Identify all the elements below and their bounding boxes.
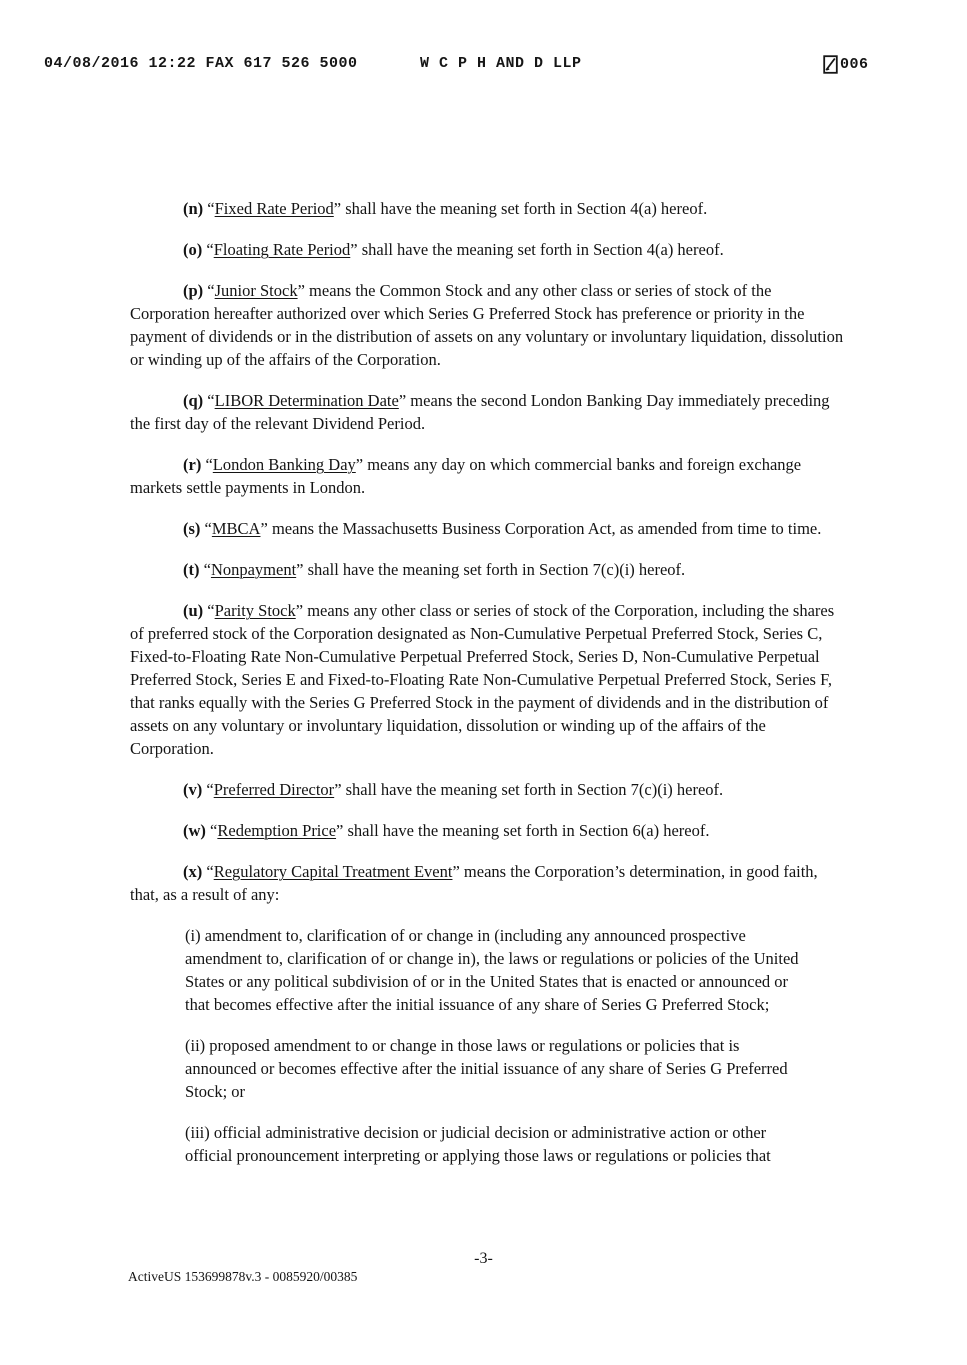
definition-text: means the second London Banking Day immediately preceding the first day of the relevant Dividend Period. <box>130 391 830 433</box>
defined-term: London Banking Day <box>212 455 356 474</box>
subitem-text: (i) amendment to, clarification of or change in (including any announced prospective amendment to, clarification of or change in), the laws or regulations or policies of the United States or any political subdivision of or in the United States that is enacted or announced or that becomes effective after the initial issuance of any share of Series G Preferred Stock; <box>185 926 799 1014</box>
subitem-paragraph-i <box>185 924 806 1016</box>
close-quote: ” <box>350 240 358 259</box>
fax-header <box>0 55 967 79</box>
open-quote: “ <box>205 455 213 474</box>
definition-paragraph-t <box>130 558 846 581</box>
page-number-footer: -3- <box>474 1250 493 1267</box>
definition-text: shall have the meaning set forth in Section 4(a) hereof. <box>341 199 708 218</box>
close-quote: ” <box>355 455 364 474</box>
definition-label: (p) <box>183 281 204 300</box>
definition-text: means any day on which commercial banks and foreign exchange markets settle payments in London. <box>130 455 802 497</box>
open-quote: “ <box>206 780 214 799</box>
definition-text: means any other class or series of stock of the Corporation, including the shares of preferred stock of the Corporation designated as Non-Cumulative Perpetual Preferred Stock, Series C, Fixed-to-Floating Rate Non-Cumulative Perpetual Preferred Stock, Series D, Non-Cumulative Perpetual Preferred Stock, Series E and Fixed-to-Floating Rate Non-Cumulative Perpetual Preferred Stock, Series F, that ranks equally with the Series G Preferred Stock in the payment of dividends and in the distribution of assets on any voluntary or involuntary liquidation, dissolution or winding up of the affairs of the Corporation. <box>130 601 835 758</box>
definition-text: shall have the meaning set forth in Section 7(c)(i) hereof. <box>303 560 686 579</box>
subitem-text: (iii) official administrative decision or judicial decision or administrative action or other official pronouncement interpreting or applying those laws or regulations or policies that <box>185 1123 771 1165</box>
definition-paragraph-x <box>130 860 846 906</box>
close-quote: ” <box>452 862 460 881</box>
definition-text: shall have the meaning set forth in Section 7(c)(i) hereof. <box>341 780 724 799</box>
definition-text: means the Common Stock and any other class or series of stock of the Corporation hereafter authorized over which Series G Preferred Stock has preference or priority in the payment of dividends or in the distribution of assets on any voluntary or involuntary liquidation, dissolution or winding up of the affairs of the Corporation. <box>130 281 844 369</box>
open-quote: “ <box>207 391 215 410</box>
defined-term: LIBOR Determination Date <box>214 391 399 410</box>
definition-paragraph-w <box>130 819 846 842</box>
open-quote: “ <box>210 821 218 840</box>
fax-sender-name: W C P H AND D LLP <box>420 55 582 72</box>
definition-label: (s) <box>183 519 201 538</box>
defined-term: Regulatory Capital Treatment Event <box>213 862 453 881</box>
definition-label: (o) <box>183 240 203 259</box>
close-quote: ” <box>333 199 342 218</box>
definition-label: (q) <box>183 391 204 410</box>
definition-paragraph-u <box>130 599 846 760</box>
fax-page-counter <box>823 55 869 74</box>
subitem-paragraph-iii <box>185 1121 806 1167</box>
definition-label: (u) <box>183 601 204 620</box>
fax-page-number: 006 <box>840 56 869 73</box>
definition-label: (x) <box>183 862 203 881</box>
defined-term: Nonpayment <box>210 560 297 579</box>
open-quote: “ <box>207 199 215 218</box>
definition-label: (v) <box>183 780 203 799</box>
definition-paragraph-q <box>130 389 846 435</box>
defined-term: Redemption Price <box>217 821 337 840</box>
definition-text: means the Corporation’s determination, in good faith, that, as a result of any: <box>130 862 818 904</box>
document-id-footer: ActiveUS 153699878v.3 - 0085920/00385 <box>128 1269 358 1284</box>
definition-paragraph-o <box>130 238 846 261</box>
open-quote: “ <box>207 601 215 620</box>
document-body <box>130 197 846 1185</box>
fax-page-icon <box>823 55 838 74</box>
definition-paragraph-s <box>130 517 846 540</box>
open-quote: “ <box>204 519 212 538</box>
defined-term: Junior Stock <box>214 281 298 300</box>
open-quote: “ <box>207 281 215 300</box>
definition-label: (n) <box>183 199 204 218</box>
defined-term: Floating Rate Period <box>213 240 351 259</box>
open-quote: “ <box>206 862 214 881</box>
defined-term: Parity Stock <box>214 601 296 620</box>
defined-term: Preferred Director <box>213 780 335 799</box>
subitem-paragraph-ii <box>185 1034 806 1103</box>
defined-term: MBCA <box>211 519 261 538</box>
definition-text: means the Massachusetts Business Corporation Act, as amended from time to time. <box>267 519 822 538</box>
definition-paragraph-r <box>130 453 846 499</box>
definition-paragraph-v <box>130 778 846 801</box>
definition-paragraph-n <box>130 197 846 220</box>
defined-term: Fixed Rate Period <box>214 199 334 218</box>
close-quote: ” <box>260 519 268 538</box>
open-quote: “ <box>203 560 211 579</box>
close-quote: ” <box>336 821 344 840</box>
definition-text: shall have the meaning set forth in Section 6(a) hereof. <box>343 821 710 840</box>
fax-timestamp-line: 04/08/2016 12:22 FAX 617 526 5000 <box>44 55 358 72</box>
definition-label: (w) <box>183 821 206 840</box>
definition-label: (r) <box>183 455 202 474</box>
definition-paragraph-p <box>130 279 846 371</box>
open-quote: “ <box>206 240 214 259</box>
close-quote: ” <box>295 601 304 620</box>
definition-text: shall have the meaning set forth in Section 4(a) hereof. <box>357 240 724 259</box>
close-quote: ” <box>297 281 305 300</box>
definition-label: (t) <box>183 560 200 579</box>
close-quote: ” <box>296 560 304 579</box>
subitem-text: (ii) proposed amendment to or change in those laws or regulations or policies that is announced or becomes effective after the initial issuance of any share of Series G Preferred Stock; or <box>185 1036 788 1101</box>
close-quote: ” <box>334 780 342 799</box>
close-quote: ” <box>398 391 407 410</box>
